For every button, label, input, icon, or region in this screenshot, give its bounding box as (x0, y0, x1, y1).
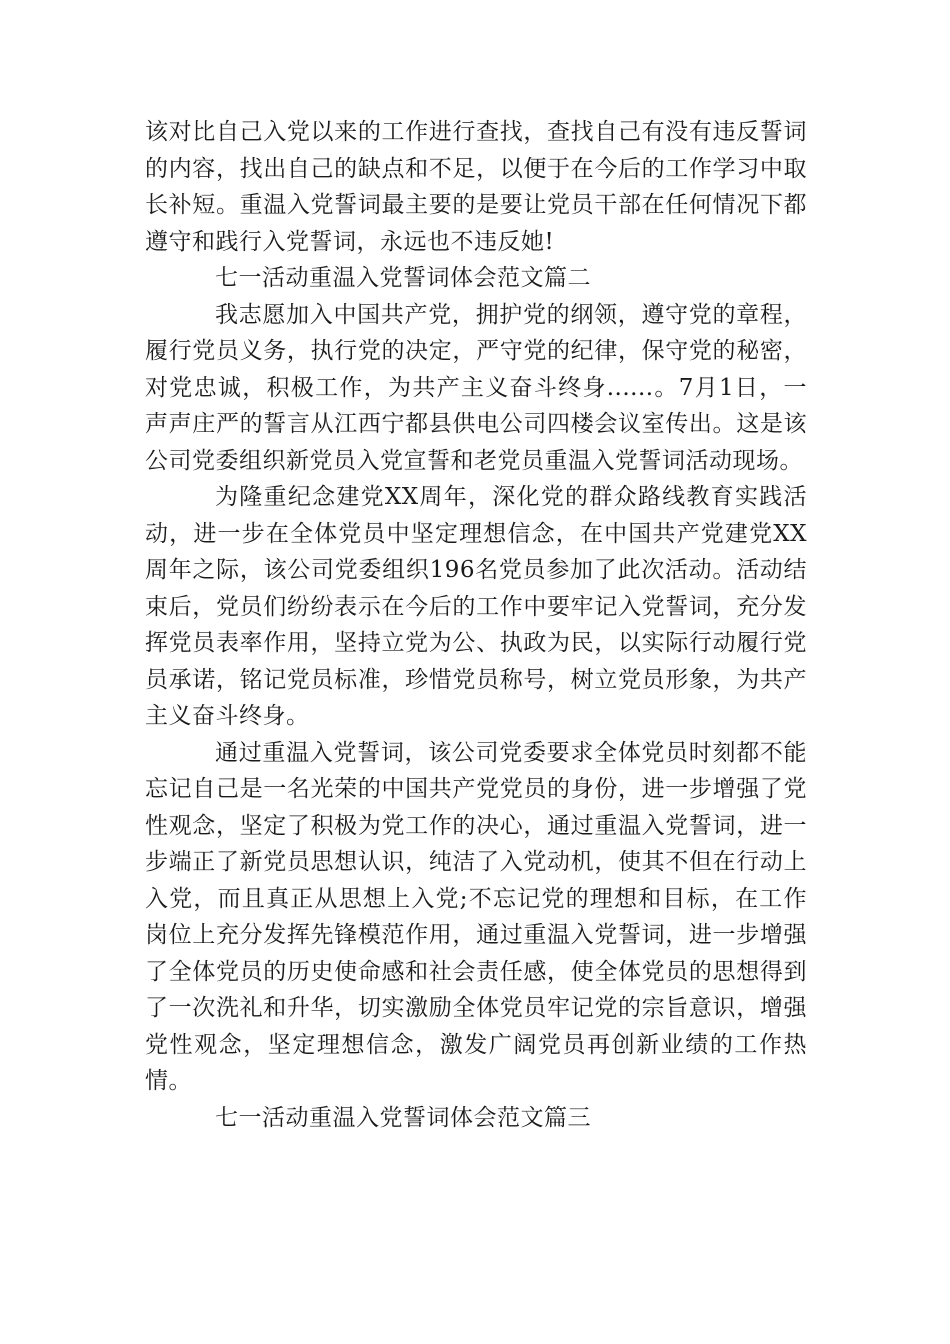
paragraph-effect: 通过重温入党誓词，该公司党委要求全体党员时刻都不能忘记自己是一名光荣的中国共产党党员的身份，进一步增强了党性观念，坚定了积极为党工作的决心，通过重温入党誓词，进一步端正了新党员思想认识，纯洁了入党动机，使其不但在行动上入党，而且真正从思想上入党;不忘记党的理想和目标，在工作岗位上充分发挥先锋模范作用，通过重温入党誓词，进一步增强了全体党员的历史使命感和社会责任感，使全体党员的思想得到了一次洗礼和升华，切实激励全体党员牢记党的宗旨意识，增强党性观念，坚定理想信念，激发广阔党员再创新业绩的工作热情。 (145, 739, 807, 1094)
section-heading-3: 七一活动重温入党誓词体会范文篇三 (215, 1104, 591, 1131)
section-heading-2: 七一活动重温入党誓词体会范文篇二 (215, 265, 591, 291)
paragraph-oath: 我志愿加入中国共产党，拥护党的纲领，遵守党的章程，履行党员义务，执行党的决定，严守党的纪律，保守党的秘密，对党忠诚，积极工作，为共产主义奋斗终身......。7月1日，一声声庄严的誓言从江西宁都县供电公司四楼会议室传出。这是该公司党委组织新党员入党宣誓和老党员重温入党誓词活动现场。 (145, 301, 807, 474)
document-body (145, 114, 807, 1136)
paragraph-event: 为隆重纪念建党XX周年，深化党的群众路线教育实践活动，进一步在全体党员中坚定理想信念，在中国共产党建党XX周年之际，该公司党委组织196名党员参加了此次活动。活动结束后，党员们纷纷表示在今后的工作中要牢记入党誓词，充分发挥党员表率作用，坚持立党为公、执政为民，以实际行动履行党员承诺，铭记党员标准，珍惜党员称号，树立党员形象，为共产主义奋斗终身。 (145, 484, 807, 729)
paragraph-continuation: 该对比自己入党以来的工作进行查找，查找自己有没有违反誓词的内容，找出自己的缺点和不足，以便于在今后的工作学习中取长补短。重温入党誓词最主要的是要让党员干部在任何情况下都遵守和践行入党誓词，永远也不违反她! (145, 119, 807, 255)
